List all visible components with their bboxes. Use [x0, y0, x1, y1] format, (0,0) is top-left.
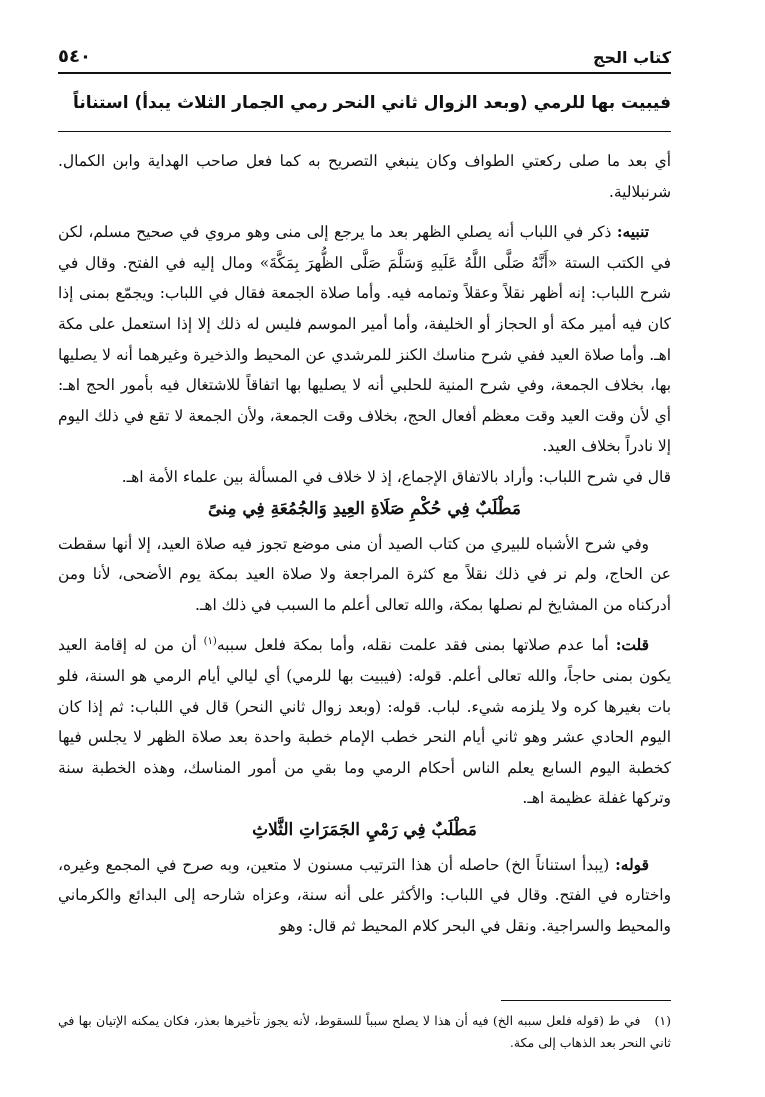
running-header — [58, 46, 671, 72]
paragraph-lead: قوله: — [615, 855, 649, 874]
paragraph-lead: تنبيه: — [616, 223, 649, 242]
book-title: كتاب الحج — [592, 48, 671, 67]
paragraph-text: قال في شرح اللباب: وأراد بالاتفاق الإجماع، إذ لا خلاف في المسألة بين علماء الأمة اهـ. — [121, 467, 671, 486]
paragraph — [58, 850, 671, 942]
paragraph-text: أي بعد ما صلى ركعتي الطواف وكان ينبغي التصريح به كما فعل صاحب الهداية وابن الكمال. شرنبلالية. — [58, 152, 671, 201]
matn-text: فيبيت بها للرمي (وبعد الزوال ثاني النحر رمي الجمار الثلاث يبدأ) استناناً — [72, 93, 671, 113]
footnote — [58, 1010, 671, 1054]
footnote-text: في ط (قوله فلعل سببه الخ) فيه أن هذا لا يصلح سبباً للسقوط، لأنه يجوز تأخيرها بعذر، فكان يمكنه الإتيان بها في ثاني النحر بعد الذهاب إلى مكة. — [58, 1013, 671, 1050]
matn-divider — [58, 131, 671, 132]
page-number: ٥٤٠ — [58, 46, 91, 67]
paragraph-text: (يبدأ استناناً الخ) حاصله أن هذا الترتيب مسنون لا متعين، وبه صرح في المجمع وغيره، واختاره في الفتح. وقال في اللباب: والأكثر على أنه سنة، وعزاه شارحه إلى البدائع والكرماني والمحيط والسراجية. ونقل في البحر كلام المحيط ثم قال: وهو — [58, 855, 671, 936]
paragraph-text: أن من له إقامة العيد يكون بمنى حاجاً، والله تعالى أعلم. قوله: (فيبيت بها للرمي) أي ليالي أيام الرمي هو السنة، فلو بات بغيرها كره ولا يلزمه شيء. لباب. قوله: (وبعد زوال ثاني النحر) قال في اللباب: ثم إذا كان اليوم الحادي عشر وهو ثاني أيام النحر خطب الإمام خطبة واحدة بعد صلاة الظهر لا يجلس فيها كخطبة اليوم السابع يعلم الناس أحكام الرمي وما بقي من أمور المناسك، وهذه الخطبة سنة وتركها غفلة عظيمة اهـ. — [58, 636, 671, 808]
paragraph-text: ذكر في اللباب أنه يصلي الظهر بعد ما يرجع إلى منى وهو مروي في صحيح مسلم، لكن في الكتب الستة «أَنَّهُ صَلَّى اللَّهُ عَلَيهِ وَسَلَّمَ صَلَّى الظُّهرَ بِمَكَّةَ» ومال إليه في الفتح. وقال في شرح اللباب: إنه أظهر نقلاً وعقلاً وتمامه فيه. وأما صلاة الجمعة فقال في اللباب: ويجمّع بمنى إذا كان فيه أمير مكة أو الحجاز أو الخليفة، وأما أمير الموسم فليس له ذلك إلا إذا استعمل على مكة اهـ. وأما صلاة العيد ففي شرح مناسك الكنز للمرشدي عن المحيط والذخيرة وغيرهما أنه لا يصليها بها، بخلاف الجمعة، وفي شرح المنية للحلبي أنه لا يصليها بها اتفاقاً للاشتغال فيه بأمور الحج اهـ: أي لأن وقت العيد وقت معظم أفعال الحج، بخلاف وقت الجمعة، ولأن الجمعة لا تقع في ذلك اليوم إلا نادراً بخلاف العيد. — [58, 223, 671, 456]
section-heading: مَطْلَبٌ فِي رَمْيِ الجَمَرَاتِ الثَّلاثِ — [252, 819, 477, 840]
footnote-reference[interactable]: (١) — [203, 636, 217, 648]
paragraph — [58, 462, 671, 493]
paragraph-lead: قلت: — [615, 636, 649, 655]
footnote-number: (١) — [654, 1013, 671, 1028]
paragraph-text: أما عدم صلاتها بمنى فقد علمت نقله، وأما بمكة فلعل سببه — [216, 636, 616, 655]
header-divider — [58, 72, 671, 74]
paragraph-text: وفي شرح الأشباه للبيري من كتاب الصيد أن منى موضع تجوز فيه صلاة العيد، إلا أنها سقطت عن الحاج، ولم نر في ذلك نقلاً مع كثرة المراجعة ولا صلاة العيد بمكة يوم الأضحى، لأنا ومن أدركناه من المشايخ لم نصلها بمكة، والله تعالى أعلم ما السبب في ذلك اهـ. — [58, 534, 671, 614]
commentary-body — [58, 146, 671, 952]
section-heading: مَطْلَبٌ فِي حُكْمِ صَلَاةِ العِيدِ وَالجُمُعَةِ فِي مِنىً — [208, 498, 521, 519]
paragraph — [58, 630, 671, 814]
paragraph — [58, 529, 671, 621]
footnote-divider — [501, 1000, 671, 1001]
paragraph — [58, 146, 671, 207]
paragraph — [58, 217, 671, 462]
